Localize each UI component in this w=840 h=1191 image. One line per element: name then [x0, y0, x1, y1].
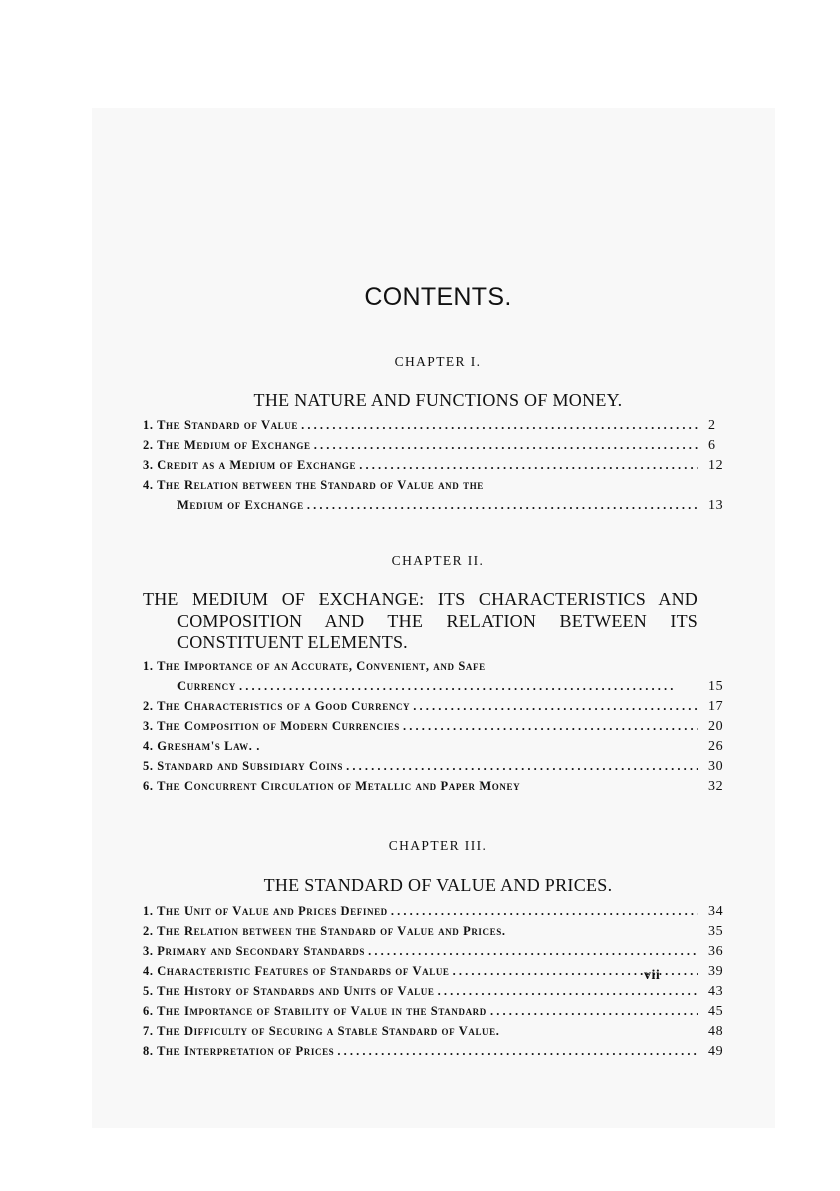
toc-entry[interactable]: 5. Standard and Subsidiary Coins . . . 30 — [143, 759, 738, 779]
page-title: CONTENTS. — [364, 283, 512, 311]
toc-entry[interactable]: 3. Credit as a Medium of Exchange . . . 12 — [143, 458, 738, 478]
toc-entry[interactable]: 1. The Importance of an Accurate, Convenient, and Safe — [143, 659, 486, 673]
chapter-3-title: THE STANDARD OF VALUE AND PRICES. — [263, 875, 613, 895]
toc-entry[interactable]: 1. The Unit of Value and Prices Defined . . . 34 — [143, 904, 738, 924]
chapter-2-entries — [143, 659, 738, 799]
toc-entry[interactable]: 2. The Medium of Exchange . . . 6 — [143, 438, 738, 458]
toc-entry[interactable]: 4. Characteristic Features of Standards of Value . . . 39 — [143, 964, 738, 984]
toc-entry[interactable]: 5. The History of Standards and Units of Value . . . 43 — [143, 984, 738, 1004]
toc-entry[interactable]: 7. The Difficulty of Securing a Stable Standard of Value. 48 — [143, 1024, 724, 1039]
chapter-2-label: CHAPTER II. — [391, 553, 485, 568]
chapter-3-label: CHAPTER III. — [388, 838, 488, 853]
toc-entry[interactable]: 6. The Concurrent Circulation of Metallic and Paper Money 32 — [143, 779, 724, 794]
toc-entry-continuation[interactable]: Currency . . . 15 — [143, 679, 738, 699]
chapter-1-entries — [143, 418, 738, 518]
toc-entry[interactable]: 3. Primary and Secondary Standards . . . 36 — [143, 944, 738, 964]
toc-entry[interactable]: 6. The Importance of Stability of Value in the Standard . . . 45 — [143, 1004, 738, 1024]
toc-entry[interactable]: 8. The Interpretation of Prices . . . 49 — [143, 1044, 738, 1064]
chapter-2-title: THE MEDIUM OF EXCHANGE: ITS CHARACTERISTICS AND COMPOSITION AND THE RELATION BETWEEN ITS CONSTITUENT ELEMENTS. — [143, 589, 698, 652]
toc-entry[interactable]: 1. The Standard of Value . . . 2 — [143, 418, 738, 438]
chapter-1-title: THE NATURE AND FUNCTIONS OF MONEY. — [253, 390, 623, 410]
page-folio: vii — [644, 968, 661, 983]
chapter-3-entries — [143, 904, 738, 1064]
toc-entry-continuation[interactable]: Medium of Exchange . . . 13 — [143, 498, 738, 518]
chapter-1-label: CHAPTER I. — [394, 354, 482, 369]
toc-entry[interactable]: 2. The Characteristics of a Good Currency . . . 17 — [143, 699, 738, 719]
toc-entry[interactable]: 4. Gresham's Law. . 26 — [143, 739, 724, 754]
toc-entry[interactable]: 2. The Relation between the Standard of Value and Prices. 35 — [143, 924, 724, 939]
toc-entry[interactable]: 4. The Relation between the Standard of Value and the — [143, 478, 484, 492]
toc-entry[interactable]: 3. The Composition of Modern Currencies . . . 20 — [143, 719, 738, 739]
